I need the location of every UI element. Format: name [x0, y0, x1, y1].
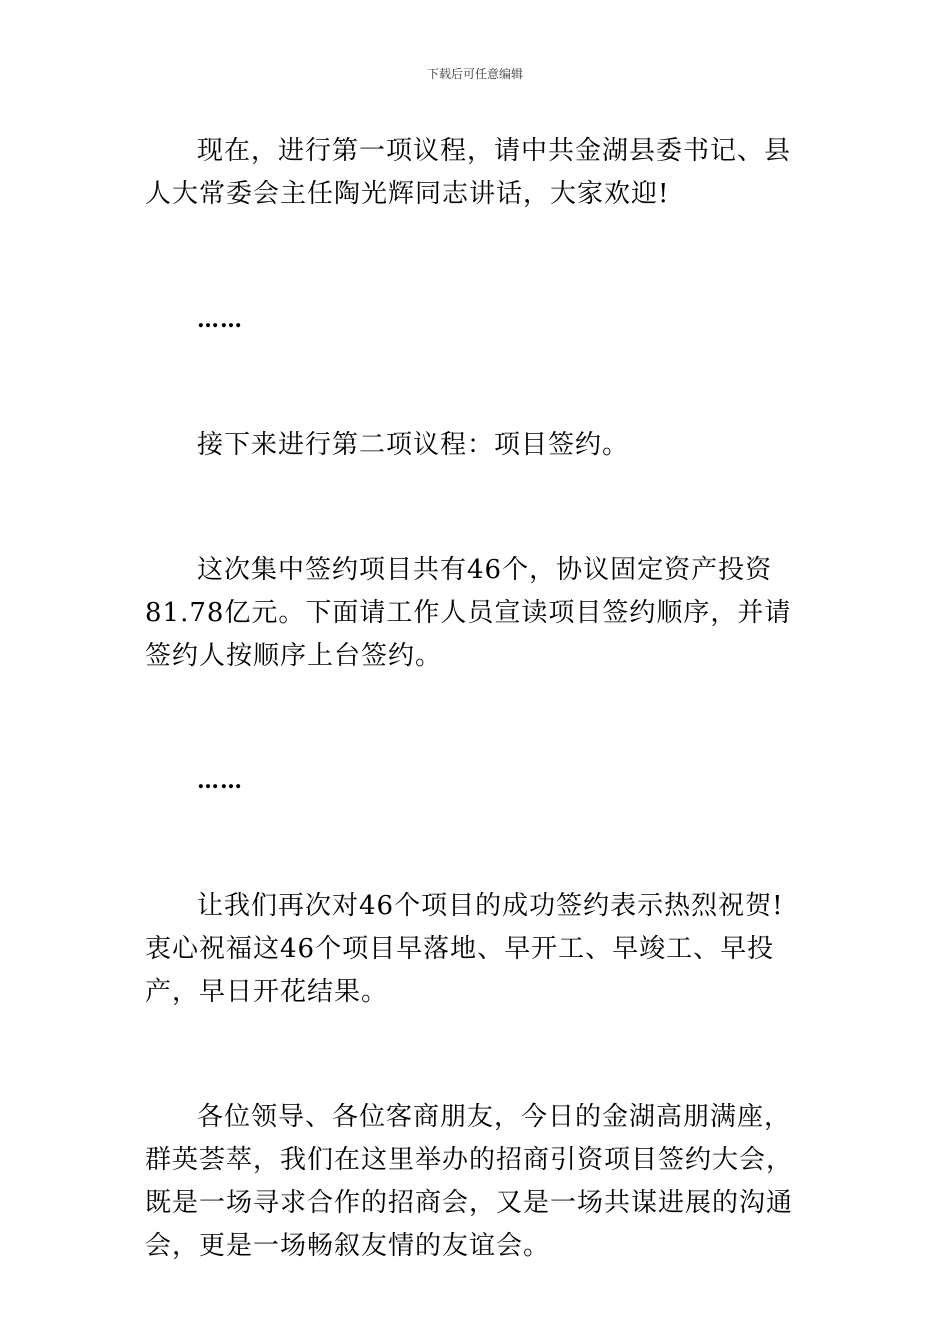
ellipsis-marker: ……	[197, 307, 243, 333]
paragraph-spacer	[145, 803, 807, 885]
paragraph-spacer	[145, 216, 807, 299]
paragraph-spacer	[145, 678, 807, 760]
ellipsis-marker: ……	[197, 768, 243, 794]
paragraph-congratulations: 让我们再次对46个项目的成功签约表示热烈祝贺!衷心祝福这46个项目早落地、早开工、早竣工、早投产，早日开花结果。	[145, 891, 784, 1007]
paragraph-signing-details: 这次集中签约项目共有46个，协议固定资产投资81.78亿元。下面请工作人员宣读项目签约顺序，并请签约人按顺序上台签约。	[145, 555, 792, 671]
paragraph-agenda-one: 现在，进行第一项议程，请中共金湖县委书记、县人大常委会主任陶光辉同志讲话，大家欢迎!	[145, 136, 792, 209]
paragraph-agenda-two: 接下来进行第二项议程：项目签约。	[197, 430, 630, 460]
paragraph-spacer	[145, 1014, 807, 1096]
page-header-note: 下载后可任意编辑	[426, 67, 523, 81]
paragraph-spacer	[145, 342, 807, 424]
paragraph-closing-remarks: 各位领导、各位客商朋友，今日的金湖高朋满座，群英荟萃，我们在这里举办的招商引资项目签约大会，既是一场寻求合作的招商会，又是一场共谋进展的沟通会，更是一场畅叙友情的友谊会。	[145, 1102, 794, 1261]
document-body	[145, 130, 807, 1268]
paragraph-spacer	[145, 467, 807, 549]
